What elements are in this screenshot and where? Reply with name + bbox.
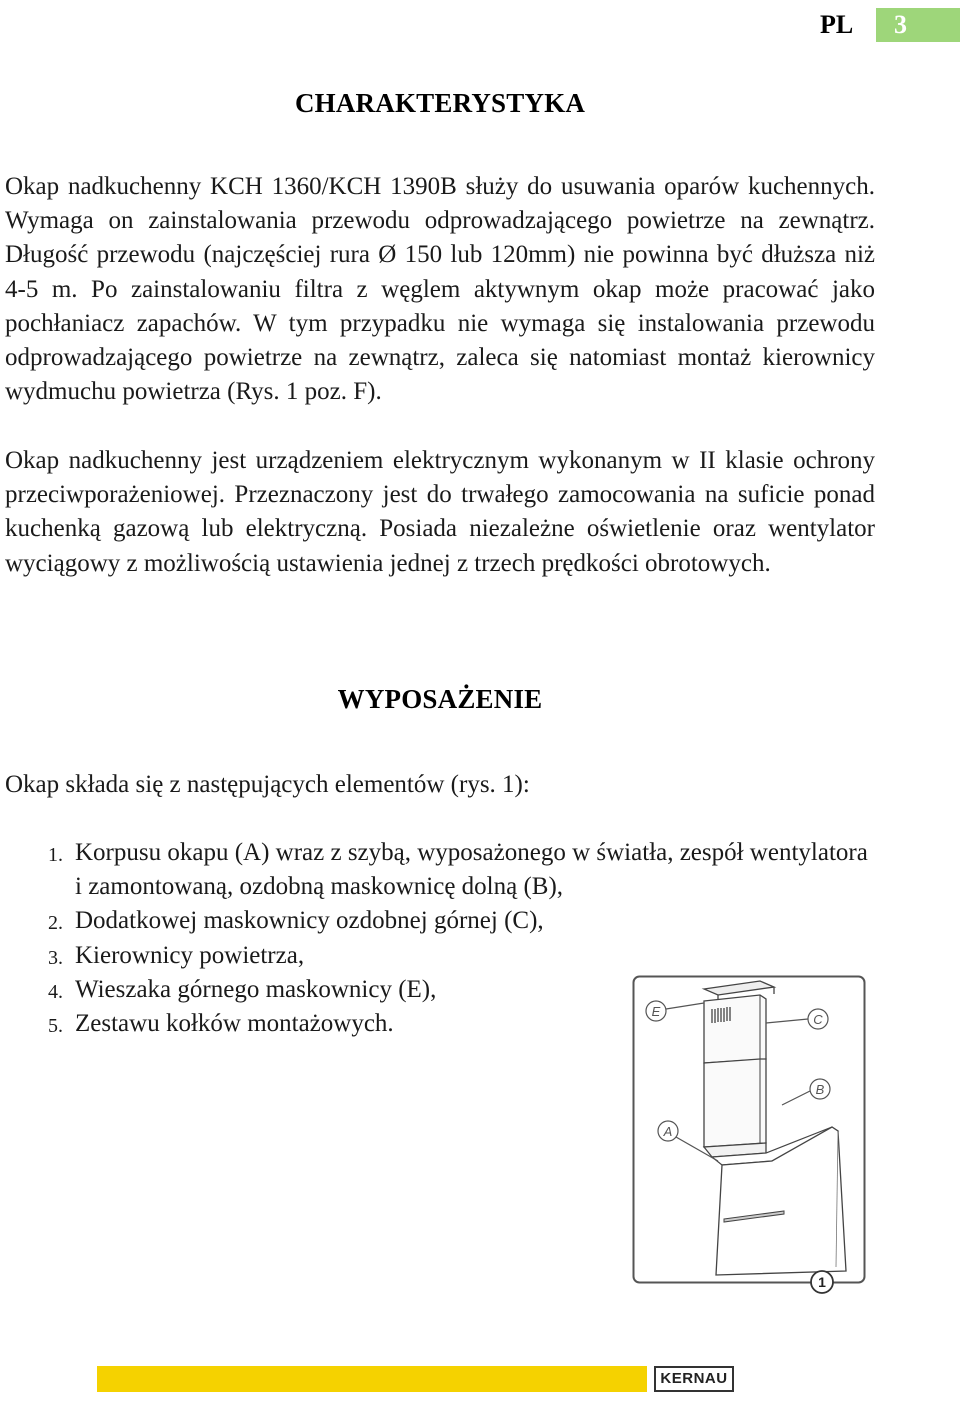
page-number: 3 bbox=[876, 8, 960, 42]
list-item-number: 5. bbox=[48, 1015, 63, 1038]
list-item bbox=[0, 836, 880, 904]
list-item-number: 4. bbox=[48, 980, 63, 1003]
list-item-text: Kierownicy powietrza, bbox=[75, 941, 305, 969]
list-item-number: 2. bbox=[48, 912, 63, 935]
callout-label-b: B bbox=[815, 1082, 825, 1097]
lower-chimney bbox=[704, 1059, 766, 1147]
footer-bar bbox=[97, 1366, 647, 1392]
list-item-number: 3. bbox=[48, 946, 63, 969]
callout-label-c: C bbox=[813, 1012, 823, 1027]
list-item-text: Dodatkowej maskownicy ozdobnej górnej (C), bbox=[75, 907, 544, 935]
brand-logo: KERNAU bbox=[654, 1366, 734, 1392]
list-item-number: 1. bbox=[48, 844, 63, 866]
hood-diagram-figure bbox=[632, 975, 866, 1307]
list-item bbox=[0, 904, 880, 938]
section-title-equipment: WYPOSAŻENIE bbox=[337, 684, 543, 714]
callout-label-e: E bbox=[651, 1004, 661, 1019]
callout-label-a: A bbox=[663, 1124, 673, 1139]
vent-slots bbox=[712, 1007, 730, 1023]
list-item-text: Zestawu kołków montażowych. bbox=[75, 1010, 394, 1038]
characteristics-paragraph-2: Okap nadkuchenny jest urządzeniem elektrycznym wykonanym w II klasie ochrony przeciwporażeniowej. Przeznaczony jest do trwałego zamocowania na suficie ponad kuchenką gazową lub elektryczną. Posiada niezależne oświetlenie oraz wentylator wyciągowy z możliwością ustawienia jednej z trzech prędkości obrotowych. bbox=[5, 447, 875, 577]
section-title-characteristics: CHARAKTERYSTYKA bbox=[294, 88, 586, 118]
characteristics-paragraph-1: Okap nadkuchenny KCH 1360/KCH 1390B służy do usuwania oparów kuchennych. Wymaga on zainstalowania przewodu odprowadzającego powietrze na zewnątrz. Długość przewodu (najczęściej rura Ø 150 lub 120mm) nie powinna być dłuższa niż 4-5 m. Po zainstalowaniu filtra z węglem aktywnym okap może pracować jako pochłaniacz zapachów. W tym przypadku nie wymaga się instalowania przewodu odprowadzającego powietrze na zewnątrz, zaleca się natomiast montaż kierownicy wydmuchu powietrza (Rys. 1 poz. F). bbox=[5, 173, 875, 406]
equipment-intro: Okap składa się z następujących elementów (rys. 1): bbox=[5, 771, 530, 798]
upper-chimney bbox=[704, 995, 766, 1063]
language-label: PL bbox=[820, 10, 854, 39]
list-item-text: Korpusu okapu (A) wraz z szybą, wyposażonego w światła, zespół wentylatora i zamontowaną, ozdobną maskownicę dolną (B), bbox=[75, 839, 868, 901]
figure-number: 1 bbox=[818, 1274, 826, 1290]
list-item bbox=[0, 939, 880, 973]
list-item-text: Wieszaka górnego maskownicy (E), bbox=[75, 975, 437, 1003]
